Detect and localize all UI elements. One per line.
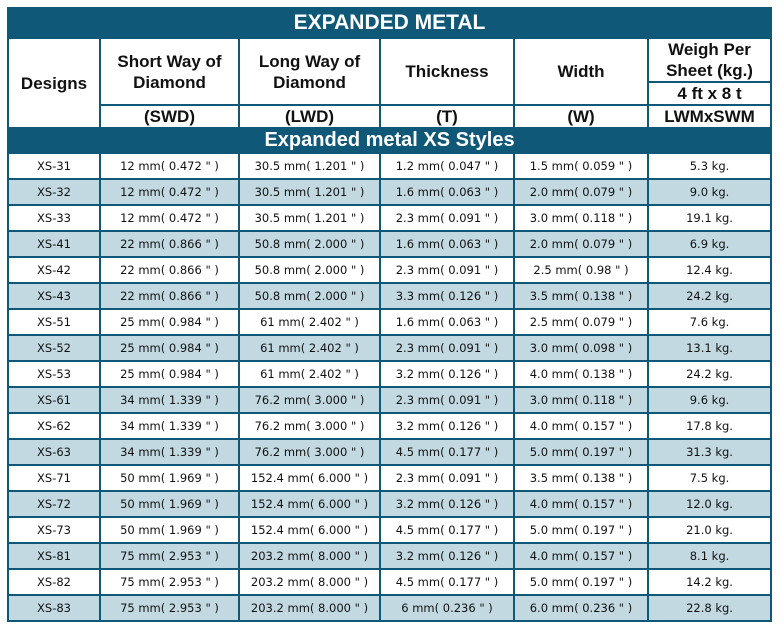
cell-design: XS-31 (8, 153, 100, 179)
cell-lwd: 61 mm( 2.402 " ) (239, 361, 380, 387)
cell-design: XS-41 (8, 231, 100, 257)
table-row (8, 205, 771, 231)
cell-design: XS-72 (8, 491, 100, 517)
cell-swd: 12 mm( 0.472 " ) (100, 153, 239, 179)
cell-lwd: 152.4 mm( 6.000 " ) (239, 517, 380, 543)
cell-swd: 12 mm( 0.472 " ) (100, 179, 239, 205)
cell-lwd: 50.8 mm( 2.000 " ) (239, 283, 380, 309)
cell-weight: 24.2 kg. (648, 361, 771, 387)
cell-swd: 75 mm( 2.953 " ) (100, 569, 239, 595)
cell-thickness: 3.2 mm( 0.126 " ) (380, 543, 514, 569)
header-lwd-abbr: (LWD) (239, 105, 380, 128)
cell-weight: 19.1 kg. (648, 205, 771, 231)
table-row (8, 179, 771, 205)
cell-width: 2.0 mm( 0.079 " ) (514, 179, 648, 205)
cell-design: XS-61 (8, 387, 100, 413)
table-row (8, 361, 771, 387)
header-designs: Designs (8, 38, 100, 128)
header-swd-abbr: (SWD) (100, 105, 239, 128)
cell-thickness: 6 mm( 0.236 " ) (380, 595, 514, 621)
table-row (8, 491, 771, 517)
cell-swd: 25 mm( 0.984 " ) (100, 335, 239, 361)
cell-thickness: 1.6 mm( 0.063 " ) (380, 231, 514, 257)
table-row (8, 465, 771, 491)
expanded-metal-table (7, 7, 772, 622)
cell-design: XS-33 (8, 205, 100, 231)
cell-swd: 50 mm( 1.969 " ) (100, 465, 239, 491)
cell-weight: 14.2 kg. (648, 569, 771, 595)
cell-width: 4.0 mm( 0.157 " ) (514, 543, 648, 569)
cell-swd: 34 mm( 1.339 " ) (100, 413, 239, 439)
cell-lwd: 76.2 mm( 3.000 " ) (239, 387, 380, 413)
cell-weight: 7.6 kg. (648, 309, 771, 335)
cell-swd: 25 mm( 0.984 " ) (100, 309, 239, 335)
header-weight: Weigh Per Sheet (kg.) (648, 38, 771, 82)
cell-design: XS-63 (8, 439, 100, 465)
header-w-abbr: (W) (514, 105, 648, 128)
cell-weight: 22.8 kg. (648, 595, 771, 621)
cell-lwd: 30.5 mm( 1.201 " ) (239, 205, 380, 231)
header-lwd: Long Way of Diamond (239, 38, 380, 105)
cell-weight: 24.2 kg. (648, 283, 771, 309)
table-row (8, 335, 771, 361)
cell-weight: 12.4 kg. (648, 257, 771, 283)
cell-lwd: 203.2 mm( 8.000 " ) (239, 569, 380, 595)
cell-width: 6.0 mm( 0.236 " ) (514, 595, 648, 621)
cell-lwd: 50.8 mm( 2.000 " ) (239, 231, 380, 257)
cell-weight: 8.1 kg. (648, 543, 771, 569)
cell-swd: 75 mm( 2.953 " ) (100, 543, 239, 569)
cell-lwd: 76.2 mm( 3.000 " ) (239, 413, 380, 439)
table-row (8, 309, 771, 335)
cell-design: XS-53 (8, 361, 100, 387)
cell-lwd: 61 mm( 2.402 " ) (239, 309, 380, 335)
cell-weight: 5.3 kg. (648, 153, 771, 179)
cell-thickness: 1.2 mm( 0.047 " ) (380, 153, 514, 179)
cell-thickness: 2.3 mm( 0.091 " ) (380, 257, 514, 283)
header-sheet-size: 4 ft x 8 t (648, 82, 771, 105)
cell-weight: 9.0 kg. (648, 179, 771, 205)
cell-width: 3.0 mm( 0.118 " ) (514, 205, 648, 231)
cell-weight: 6.9 kg. (648, 231, 771, 257)
cell-lwd: 61 mm( 2.402 " ) (239, 335, 380, 361)
table-row (8, 413, 771, 439)
section-title: Expanded metal XS Styles (8, 128, 771, 153)
cell-width: 2.5 mm( 0.079 " ) (514, 309, 648, 335)
cell-thickness: 2.3 mm( 0.091 " ) (380, 387, 514, 413)
cell-design: XS-43 (8, 283, 100, 309)
cell-width: 3.5 mm( 0.138 " ) (514, 465, 648, 491)
header-weight-abbr: LWMxSWM (648, 105, 771, 128)
cell-weight: 21.0 kg. (648, 517, 771, 543)
cell-lwd: 76.2 mm( 3.000 " ) (239, 439, 380, 465)
cell-swd: 34 mm( 1.339 " ) (100, 387, 239, 413)
cell-width: 5.0 mm( 0.197 " ) (514, 517, 648, 543)
cell-width: 4.0 mm( 0.157 " ) (514, 491, 648, 517)
header-t-abbr: (T) (380, 105, 514, 128)
header-thickness: Thickness (380, 38, 514, 105)
cell-design: XS-32 (8, 179, 100, 205)
cell-thickness: 2.3 mm( 0.091 " ) (380, 335, 514, 361)
cell-weight: 31.3 kg. (648, 439, 771, 465)
cell-swd: 22 mm( 0.866 " ) (100, 257, 239, 283)
cell-weight: 7.5 kg. (648, 465, 771, 491)
table-title: EXPANDED METAL (8, 8, 771, 38)
table-row (8, 439, 771, 465)
cell-thickness: 3.2 mm( 0.126 " ) (380, 491, 514, 517)
table-body (8, 153, 771, 621)
header-swd: Short Way of Diamond (100, 38, 239, 105)
cell-thickness: 3.3 mm( 0.126 " ) (380, 283, 514, 309)
header-width: Width (514, 38, 648, 105)
cell-swd: 12 mm( 0.472 " ) (100, 205, 239, 231)
cell-design: XS-81 (8, 543, 100, 569)
cell-width: 4.0 mm( 0.138 " ) (514, 361, 648, 387)
cell-design: XS-71 (8, 465, 100, 491)
cell-thickness: 4.5 mm( 0.177 " ) (380, 439, 514, 465)
cell-design: XS-62 (8, 413, 100, 439)
cell-swd: 22 mm( 0.866 " ) (100, 231, 239, 257)
cell-width: 4.0 mm( 0.157 " ) (514, 413, 648, 439)
cell-weight: 13.1 kg. (648, 335, 771, 361)
cell-width: 3.5 mm( 0.138 " ) (514, 283, 648, 309)
cell-thickness: 4.5 mm( 0.177 " ) (380, 569, 514, 595)
cell-lwd: 152.4 mm( 6.000 " ) (239, 465, 380, 491)
cell-weight: 9.6 kg. (648, 387, 771, 413)
cell-lwd: 203.2 mm( 8.000 " ) (239, 543, 380, 569)
table-row (8, 387, 771, 413)
cell-width: 3.0 mm( 0.098 " ) (514, 335, 648, 361)
table-row (8, 153, 771, 179)
cell-swd: 34 mm( 1.339 " ) (100, 439, 239, 465)
cell-thickness: 1.6 mm( 0.063 " ) (380, 309, 514, 335)
cell-width: 5.0 mm( 0.197 " ) (514, 569, 648, 595)
cell-weight: 17.8 kg. (648, 413, 771, 439)
table-row (8, 543, 771, 569)
cell-lwd: 152.4 mm( 6.000 " ) (239, 491, 380, 517)
cell-width: 1.5 mm( 0.059 " ) (514, 153, 648, 179)
cell-design: XS-52 (8, 335, 100, 361)
cell-swd: 50 mm( 1.969 " ) (100, 517, 239, 543)
cell-design: XS-82 (8, 569, 100, 595)
cell-thickness: 4.5 mm( 0.177 " ) (380, 517, 514, 543)
table-row (8, 569, 771, 595)
table-row (8, 231, 771, 257)
cell-design: XS-83 (8, 595, 100, 621)
cell-lwd: 203.2 mm( 8.000 " ) (239, 595, 380, 621)
cell-weight: 12.0 kg. (648, 491, 771, 517)
cell-lwd: 30.5 mm( 1.201 " ) (239, 179, 380, 205)
cell-swd: 75 mm( 2.953 " ) (100, 595, 239, 621)
table-row (8, 283, 771, 309)
cell-width: 3.0 mm( 0.118 " ) (514, 387, 648, 413)
cell-swd: 22 mm( 0.866 " ) (100, 283, 239, 309)
cell-thickness: 3.2 mm( 0.126 " ) (380, 413, 514, 439)
cell-thickness: 2.3 mm( 0.091 " ) (380, 465, 514, 491)
cell-design: XS-73 (8, 517, 100, 543)
cell-swd: 50 mm( 1.969 " ) (100, 491, 239, 517)
cell-lwd: 50.8 mm( 2.000 " ) (239, 257, 380, 283)
table-row (8, 595, 771, 621)
cell-width: 2.5 mm( 0.98 " ) (514, 257, 648, 283)
cell-swd: 25 mm( 0.984 " ) (100, 361, 239, 387)
cell-thickness: 1.6 mm( 0.063 " ) (380, 179, 514, 205)
table-row (8, 517, 771, 543)
table-row (8, 257, 771, 283)
cell-design: XS-42 (8, 257, 100, 283)
cell-thickness: 3.2 mm( 0.126 " ) (380, 361, 514, 387)
cell-design: XS-51 (8, 309, 100, 335)
cell-thickness: 2.3 mm( 0.091 " ) (380, 205, 514, 231)
cell-width: 2.0 mm( 0.079 " ) (514, 231, 648, 257)
cell-lwd: 30.5 mm( 1.201 " ) (239, 153, 380, 179)
cell-width: 5.0 mm( 0.197 " ) (514, 439, 648, 465)
